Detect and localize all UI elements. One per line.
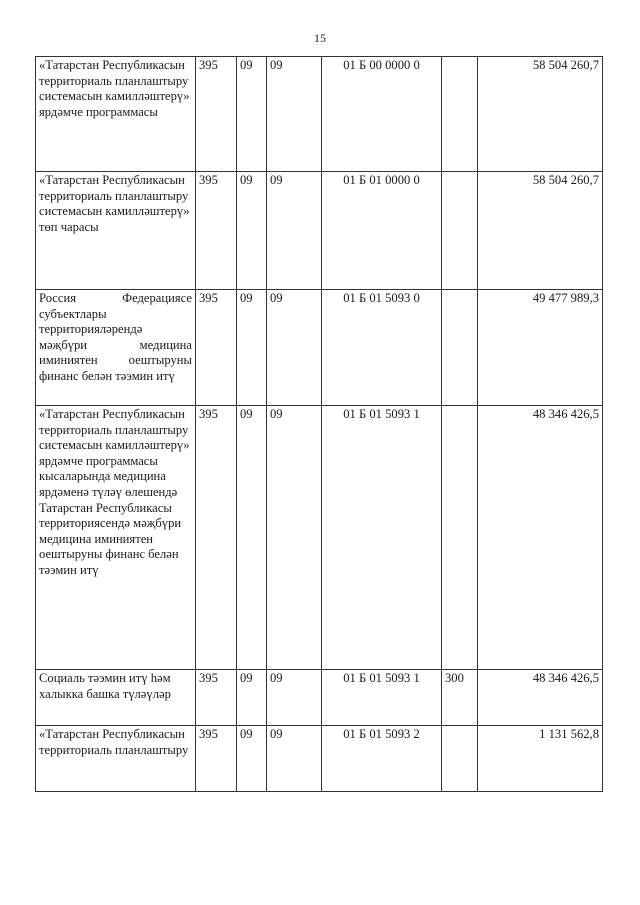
table-row bbox=[36, 172, 603, 290]
row-section: 09 bbox=[237, 726, 267, 792]
row-amount: 1 131 562,8 bbox=[478, 726, 603, 792]
row-ministry: 395 bbox=[196, 670, 237, 726]
row-expense-type bbox=[442, 406, 478, 670]
row-amount: 58 504 260,7 bbox=[478, 172, 603, 290]
row-expense-type bbox=[442, 172, 478, 290]
row-name: «Татарстан Республикасын территориаль планлаштыру bbox=[36, 726, 196, 792]
row-target-article: 01 Б 00 0000 0 bbox=[322, 57, 442, 172]
row-subsection: 09 bbox=[267, 726, 322, 792]
row-amount: 58 504 260,7 bbox=[478, 57, 603, 172]
row-name: «Татарстан Республикасын территориаль планлаштыру системасын камилләштерү» төп чарасы bbox=[36, 172, 196, 290]
row-section: 09 bbox=[237, 172, 267, 290]
table-row bbox=[36, 670, 603, 726]
row-expense-type: 300 bbox=[442, 670, 478, 726]
row-ministry: 395 bbox=[196, 290, 237, 406]
row-section: 09 bbox=[237, 670, 267, 726]
page-number: 15 bbox=[314, 31, 326, 45]
row-ministry: 395 bbox=[196, 726, 237, 792]
row-ministry: 395 bbox=[196, 57, 237, 172]
row-ministry: 395 bbox=[196, 172, 237, 290]
table-row bbox=[36, 290, 603, 406]
row-expense-type bbox=[442, 726, 478, 792]
row-expense-type bbox=[442, 290, 478, 406]
row-name: «Татарстан Республикасын территориаль планлаштыру системасын камилләштерү» ярдәмче программасы bbox=[36, 57, 196, 172]
row-target-article: 01 Б 01 5093 2 bbox=[322, 726, 442, 792]
row-amount: 48 346 426,5 bbox=[478, 406, 603, 670]
row-target-article: 01 Б 01 5093 1 bbox=[322, 670, 442, 726]
row-section: 09 bbox=[237, 406, 267, 670]
budget-table bbox=[35, 56, 603, 792]
row-name: Россия Федерациясе субъектлары территорияләрендә мәҗбүри медицина иминиятен оештыруны финанс белән тәэмин итү bbox=[36, 290, 196, 406]
row-section: 09 bbox=[237, 57, 267, 172]
row-target-article: 01 Б 01 0000 0 bbox=[322, 172, 442, 290]
row-subsection: 09 bbox=[267, 290, 322, 406]
row-expense-type bbox=[442, 57, 478, 172]
row-amount: 49 477 989,3 bbox=[478, 290, 603, 406]
row-section: 09 bbox=[237, 290, 267, 406]
row-name: Социаль тәэмин итү һәм халыкка башка түләүләр bbox=[36, 670, 196, 726]
row-ministry: 395 bbox=[196, 406, 237, 670]
row-subsection: 09 bbox=[267, 172, 322, 290]
row-subsection: 09 bbox=[267, 670, 322, 726]
row-target-article: 01 Б 01 5093 1 bbox=[322, 406, 442, 670]
row-subsection: 09 bbox=[267, 406, 322, 670]
table-row bbox=[36, 406, 603, 670]
table-row bbox=[36, 726, 603, 792]
row-target-article: 01 Б 01 5093 0 bbox=[322, 290, 442, 406]
row-subsection: 09 bbox=[267, 57, 322, 172]
row-name: «Татарстан Республикасын территориаль планлаштыру системасын камилләштерү» ярдәмче программасы кысаларында медицина ярдәменә түләү өлешендә Татарстан Республикасы территориясендә мәҗбүри медицина иминиятен оештыруны финанс белән тәэмин итү bbox=[36, 406, 196, 670]
row-amount: 48 346 426,5 bbox=[478, 670, 603, 726]
table-row bbox=[36, 57, 603, 172]
